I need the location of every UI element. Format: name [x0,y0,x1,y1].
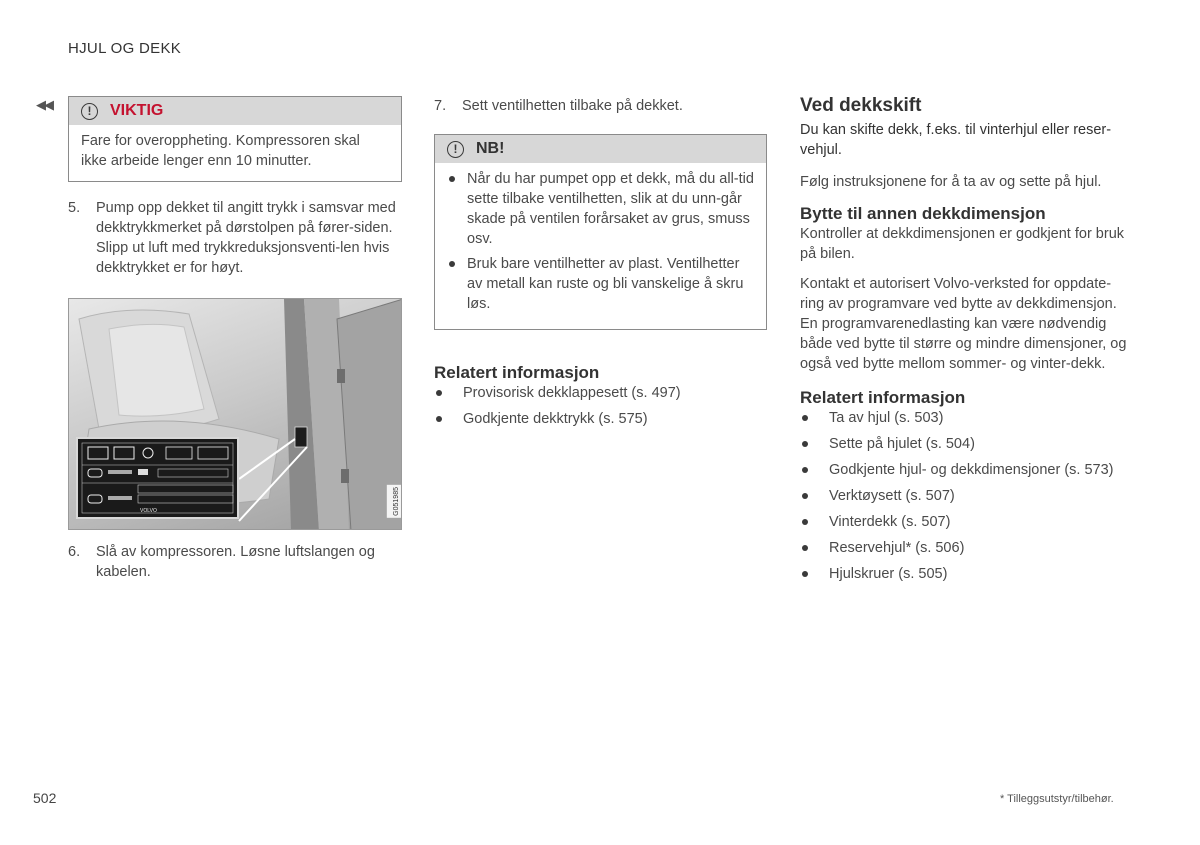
related-link[interactable]: Sette på hjulet (s. 504) [800,434,1130,454]
back-chevrons-icon[interactable]: ◀◀ [36,97,52,112]
column-right [800,96,1130,590]
nb-list [447,169,754,314]
step-number: 6. [68,544,81,560]
step-text: Slå av kompressoren. Løsne luftslangen og kabelen. [96,544,375,580]
subsection-text: Kontroller at dekkdimensjonen er godkjent for bruk på bilen. [800,226,1125,262]
related-link[interactable]: Reservehjul* (s. 506) [800,538,1130,558]
page-header: HJUL OG DEKK [68,40,182,57]
related-title: Relatert informasjon [434,363,600,382]
door-pillar-photo [68,298,402,530]
related-link[interactable]: Godkjente dekktrykk (s. 575) [434,409,767,429]
column-middle [434,96,767,435]
step-5 [68,198,402,278]
nb-header [435,135,766,163]
related-title: Relatert informasjon [800,388,966,407]
step-7 [434,96,767,116]
footnote: * Tilleggsutstyr/tilbehør. [1000,793,1114,805]
viktig-header [69,97,401,125]
section-intro: Du kan skifte dekk, f.eks. til vinterhjul eller reser-vehjul. [800,122,1112,158]
step-text: Pump opp dekket til angitt trykk i samsvar med dekktrykkmerket på dørstolpen på fører-siden. Slipp ut luft med trykkreduksjonsventi-len hvis dekktrykket er for høyt. [96,200,396,276]
related-link[interactable]: Verktøysett (s. 507) [800,486,1130,506]
step-6 [68,542,402,582]
subsection-title: Bytte til annen dekkdimensjon [800,204,1046,223]
viktig-box [68,96,402,182]
nb-title: NB! [476,140,505,157]
tire-pressure-table-graphic [78,439,237,517]
exclamation-circle-icon: ! [81,103,98,120]
related-link[interactable]: Hjulskruer (s. 505) [800,564,1130,584]
list-item: Bruk bare ventilhetter av plast. Ventilhetter av metall kan ruste og bli vanskelige å skru løs. [447,254,754,314]
related-link[interactable]: Godkjente hjul- og dekkdimensjoner (s. 573) [800,460,1130,480]
follow-text: Følg instruksjonene for å ta av og sette på hjul. [800,174,1102,190]
exclamation-circle-icon: ! [447,141,464,158]
subsection-text: Kontakt et autorisert Volvo-verksted for oppdate-ring av programvare ved bytte av dekkdimensjon. En programvarenedlasting kan være nødvendig både ved bytte til større og mindre dimensjoner, og også ved bytte mellom sommer- og vinter-dekk. [800,276,1127,372]
related-link[interactable]: Ta av hjul (s. 503) [800,408,1130,428]
image-code: G051985 [387,485,402,518]
section-title: Ved dekkskift [800,95,922,116]
list-item: Når du har pumpet opp et dekk, må du all-tid sette tilbake ventilhetten, slik at du unn-går skade på ventilen forårsaket av grus, smuss osv. [447,169,754,249]
related-list [800,408,1130,584]
tire-pressure-label [76,437,239,519]
step-text: Sett ventilhetten tilbake på dekket. [462,98,683,114]
viktig-title: VIKTIG [110,102,164,119]
related-list [434,383,767,429]
related-link[interactable]: Vinterdekk (s. 507) [800,512,1130,532]
related-link[interactable]: Provisorisk dekklappesett (s. 497) [434,383,767,403]
viktig-text: Fare for overoppheting. Kompressoren skal ikke arbeide lenger enn 10 minutter. [81,133,360,169]
step-number: 5. [68,200,81,216]
column-left [68,96,402,582]
page-number: 502 [33,790,57,806]
step-number: 7. [434,98,447,114]
nb-box [434,134,767,330]
sticker-brand: VOLVO [140,508,157,514]
